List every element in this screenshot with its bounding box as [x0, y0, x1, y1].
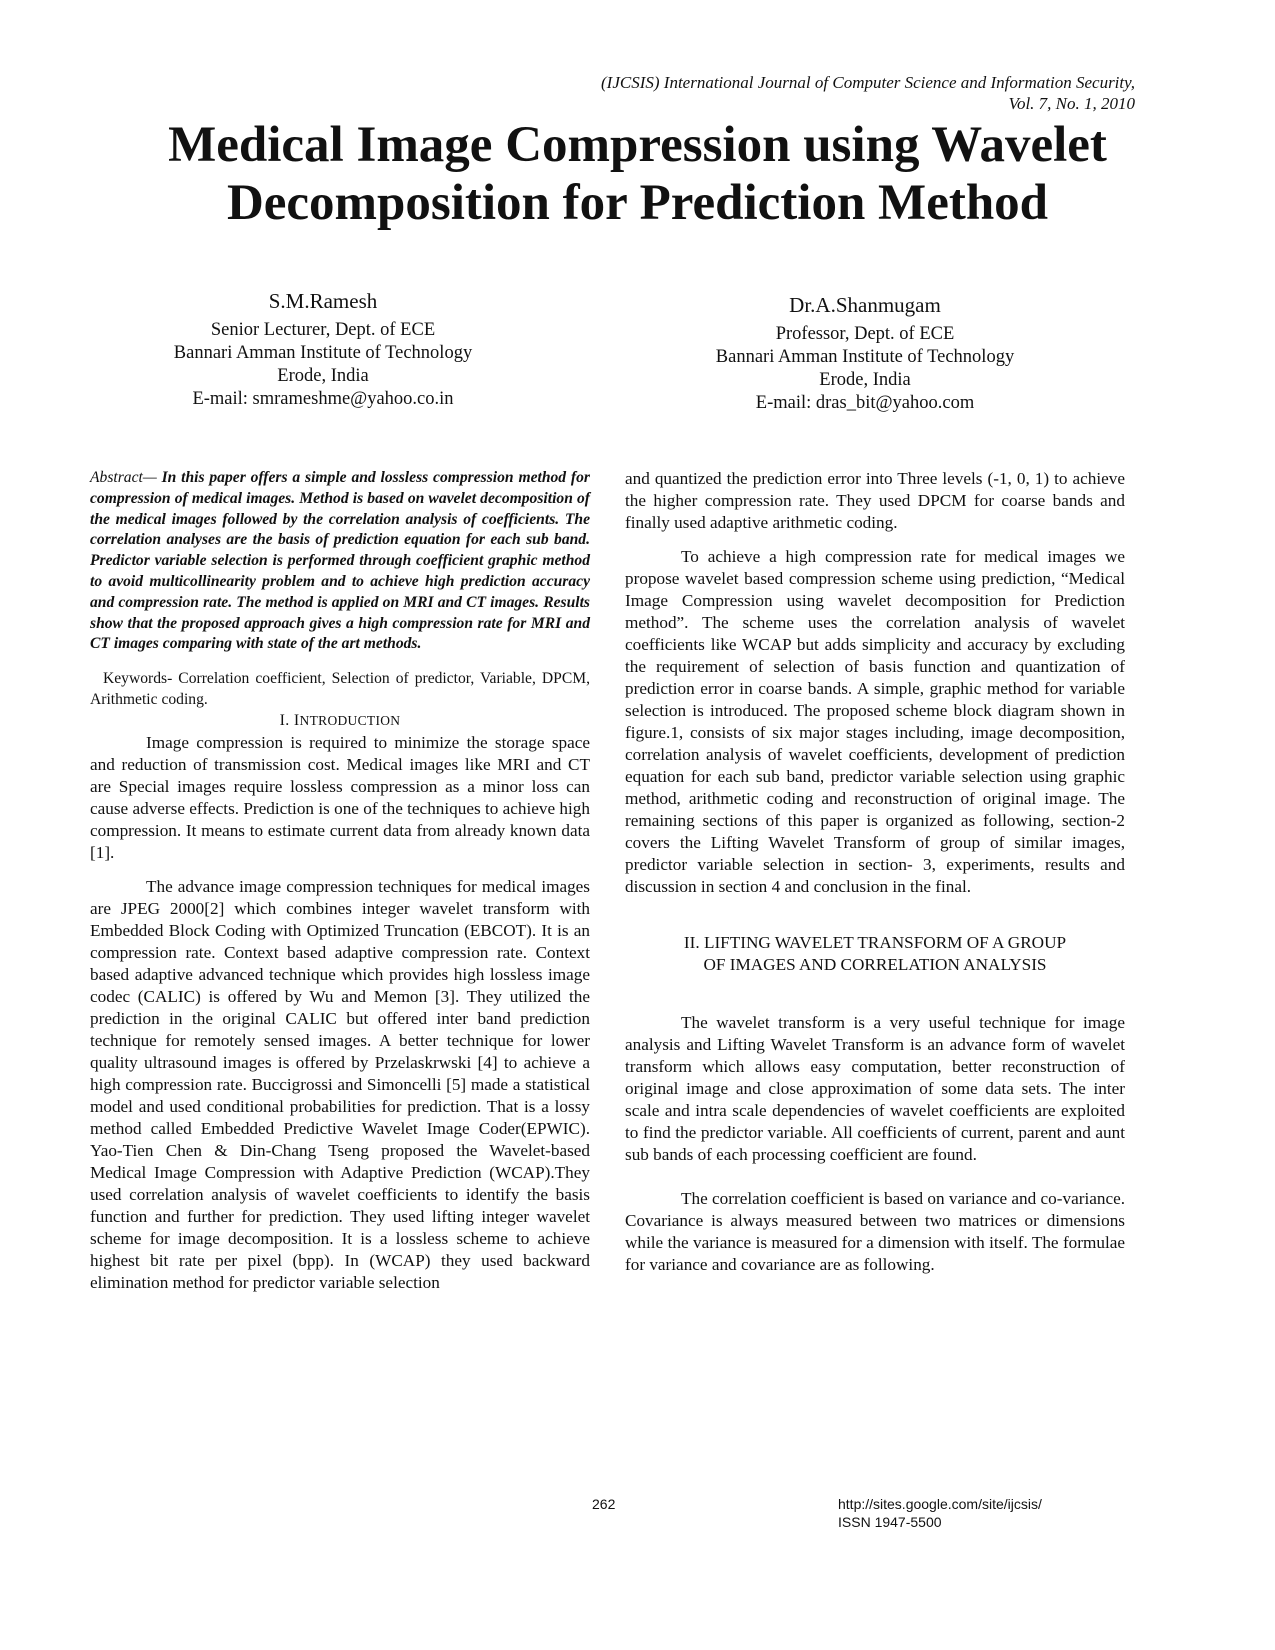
section-1-first-letter: I [293, 712, 300, 730]
right-paragraph-2: To achieve a high compression rate for medical images we propose wavelet based compression scheme using prediction, “Medical Image Compression using wavelet decomposition for Prediction method”. The scheme uses the correlation analysis of wavelet coefficients like WCAP but adds simplicity and accuracy by excluding the requirement of selection of basis function and quantization of prediction error in coarse bands. A simple, graphic method for variable selection is introduced. The proposed scheme block diagram shown in figure.1, consists of six major stages including, image decomposition, correlation analysis of wavelet coefficients, development of prediction equation for each sub band, predictor variable selection using graphic method, arithmetic coding and reconstruction of original image. The remaining sections of this paper is organized as following, section-2 covers the Lifting Wavelet Transform of group of similar images, predictor variable selection in section- 3, experiments, results and discussion in section 4 and conclusion in the final. [625, 547, 1125, 896]
paper-title [80, 116, 1195, 232]
author-name: Dr.A.Shanmugam [789, 293, 941, 317]
right-column [625, 468, 1125, 1276]
section-2-paragraph-1: The wavelet transform is a very useful technique for image analysis and Lifting Wavelet Transform is an advance form of wavelet transform which allows easy computation, better reconstruction of original image and close approximation of some data sets. The inter scale and intra scale dependencies of wavelet coefficients are exploited to find the predictor variable. All coefficients of current, parent and aunt sub bands of each processing coefficient are found. [625, 1013, 1125, 1164]
author-email: E-mail: dras_bit@yahoo.com [755, 393, 975, 413]
intro-paragraph-2: The advance image compression techniques for medical images are JPEG 2000[2] which combines integer wavelet transform with Embedded Block Coding with Optimized Truncation (EBCOT). It is an compression rate. Context based adaptive compression rate. Context based adaptive advanced technique which provides high lossless image codec (CALIC) is offered by Wu and Memon [3]. They utilized the prediction in the original CALIC but offered inter band prediction technique for remotely sensed images. A better technique for lower quality ultrasound images is offered by Przelaskrwski [4] to achieve a high compression rate. Buccigrossi and Simoncelli [5] made a statistical model and used conditional probabilities for prediction. That is a lossy method called Embedded Predictive Wavelet Image Coder(EPWIC). Yao-Tien Chen & Din-Chang Tseng proposed the Wavelet-based Medical Image Compression with Adaptive Prediction (WCAP).They used correlation analysis of wavelet coefficients to identify the basis function and further for prediction. They used lifting integer wavelet scheme for image decomposition. It is a lossless scheme to achieve highest bit rate per pixel (bpp). In (WCAP) they used backward elimination method for predictor variable selection [90, 877, 590, 1293]
author-location: Erode, India [819, 370, 911, 390]
keywords: Keywords- Correlation coefficient, Selection of predictor, Variable, DPCM, Arithmetic coding. [90, 670, 590, 708]
author-location: Erode, India [277, 366, 369, 386]
author-position: Senior Lecturer, Dept. of ECE [210, 320, 436, 340]
author-name: S.M.Ramesh [268, 289, 378, 313]
journal-name: (IJCSIS) International Journal of Computer Science and Information Security, [601, 73, 1135, 92]
section-1-title-rest: NTRODUCTION [299, 713, 401, 729]
section-2-paragraph-2: The correlation coefficient is based on variance and co-variance. Covariance is always measured between two matrices or dimensions while the variance is measured for a dimension with itself. The formulae for variance and covariance are as following. [625, 1189, 1125, 1274]
author-block-1 [158, 288, 488, 411]
footer-info [838, 1495, 1042, 1531]
issn: ISSN 1947-5500 [838, 1514, 942, 1530]
journal-header [601, 72, 1135, 114]
abstract-text: In this paper offers a simple and lossless compression method for compression of medical images. Method is based on wavelet decomposition of the medical images followed by the correlation analysis of coefficients. The correlation analyses are the basis of prediction equation for each sub band. Predictor variable selection is performed through coefficient graphic method to avoid multicollinearity problem and to achieve high prediction accuracy and compression rate. The method is applied on MRI and CT images. Results show that the proposed approach gives a high compression rate for MRI and CT images comparing with state of the art methods. [90, 469, 590, 653]
journal-volume: Vol. 7, No. 1, 2010 [1008, 94, 1135, 113]
author-block-2 [700, 292, 1030, 415]
abstract-lead: Abstract— [90, 469, 157, 486]
section-1-number: I. [279, 712, 290, 730]
author-institution: Bannari Amman Institute of Technology [715, 347, 1015, 367]
section-2-heading-line-1: II. LIFTING WAVELET TRANSFORM OF A GROUP [683, 933, 1067, 952]
right-paragraph-1: and quantized the prediction error into Three levels (-1, 0, 1) to achieve the higher compression rate. They used DPCM for coarse bands and finally used adaptive arithmetic coding. [625, 469, 1125, 532]
page-number: 262 [592, 1496, 616, 1512]
section-2-heading-line-2: OF IMAGES AND CORRELATION ANALYSIS [703, 955, 1047, 974]
abstract [90, 468, 590, 655]
title-line-1: Medical Image Compression using Wavelet [168, 117, 1107, 173]
section-1-heading [90, 710, 590, 732]
author-institution: Bannari Amman Institute of Technology [173, 343, 473, 363]
author-position: Professor, Dept. of ECE [775, 324, 955, 344]
journal-url: http://sites.google.com/site/ijcsis/ [838, 1496, 1042, 1512]
author-email: E-mail: smrameshme@yahoo.co.in [192, 389, 454, 409]
section-2-heading [625, 932, 1125, 976]
left-column [90, 468, 590, 1294]
title-line-2: Decomposition for Prediction Method [226, 175, 1049, 231]
intro-paragraph-1: Image compression is required to minimize the storage space and reduction of transmission cost. Medical images like MRI and CT are Special images require lossless compression as a minor loss can cause adverse effects. Prediction is one of the techniques to achieve high compression. It means to estimate current data from already known data [1]. [90, 733, 590, 863]
